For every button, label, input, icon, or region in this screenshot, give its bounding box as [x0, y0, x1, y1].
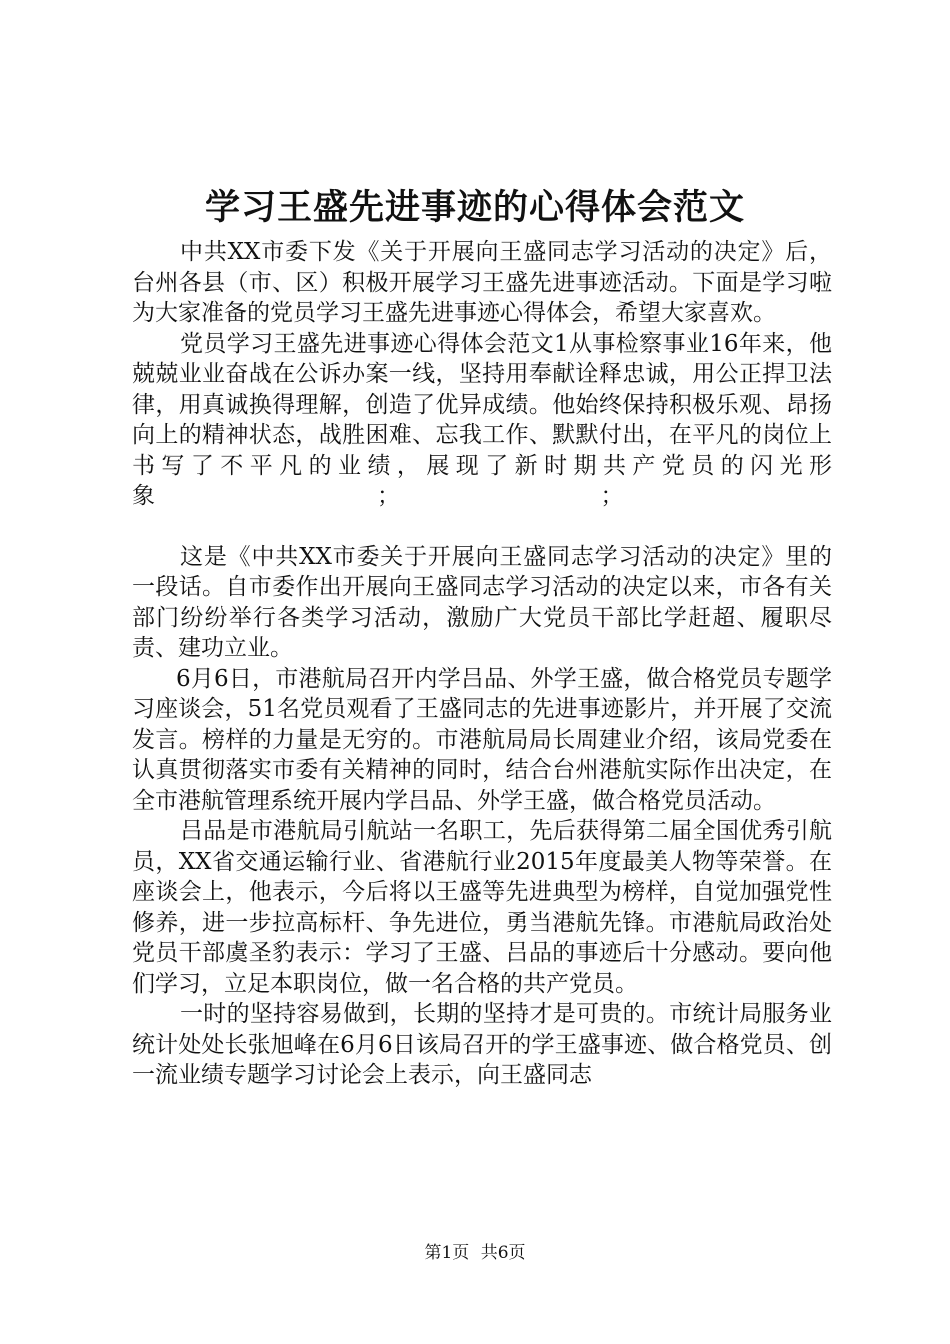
page-number: 第1页 [424, 1243, 470, 1263]
paragraph-june-6: 6月6日，市港航局召开内学吕品、外学王盛，做合格党员专题学习座谈会，51名党员观看了王盛同志的先进事迹影片，并开展了交流发言。榜样的力量是无穷的。市港航局局长周建业介绍，该局党委在认真贯彻落实市委有关精神的同时，结合台州港航实际作出决定，在全市港航管理系统开展内学吕品、外学王盛，做合格党员活动。 [132, 665, 832, 814]
separator-semicolon-1: ； [377, 483, 389, 509]
separator-semicolon-2: ； [600, 483, 624, 509]
blank-line [132, 512, 832, 542]
paragraph-sample-1 [132, 329, 832, 512]
paragraph-intro: 中共XX市委下发《关于开展向王盛同志学习活动的决定》后，台州各县（市、区）积极开展学习王盛先进事迹活动。下面是学习啦为大家准备的党员学习王盛先进事迹心得体会，希望大家喜欢。 [132, 239, 832, 326]
paragraph-persistence: 一时的坚持容易做到，长期的坚持才是可贵的。市统计局服务业统计处处长张旭峰在6月6日该局召开的学王盛事迹、做合格党员、创一流业绩专题学习讨论会上表示，向王盛同志 [132, 1001, 832, 1088]
document-title: 学习王盛先进事迹的心得体会范文 [204, 187, 745, 228]
paragraph-lv-pin: 吕品是市港航局引航站一名职工，先后获得第二届全国优秀引航员，XX省交通运输行业、省港航行业2015年度最美人物等荣誉。在座谈会上，他表示，今后将以王盛等先进典型为榜样，自觉加强党性修养，进一步拉高标杆、争先进位，勇当港航先锋。市港航局政治处党员干部虞圣豹表示：学习了王盛、吕品的事迹后十分感动。要向他们学习，立足本职岗位，做一名合格的共产党员。 [132, 818, 832, 997]
paragraph-sample-1-text: 党员学习王盛先进事迹心得体会范文1从事检察事业16年来，他兢兢业业奋战在公诉办案一线，坚持用奉献诠释忠诚，用公正捍卫法律，用真诚换得理解，创造了优异成绩。他始终保持积极乐观、昂扬向上的精神状态，战胜困难、忘我工作、默默付出，在平凡的岗位上书写了不平凡的业绩，展现了新时期共产党员的闪光形象 [132, 330, 832, 509]
document-body [132, 237, 832, 1091]
page-total: 共6页 [480, 1243, 526, 1263]
page-footer [0, 1241, 950, 1265]
paragraph-decision-quote: 这是《中共XX市委关于开展向王盛同志学习活动的决定》里的一段话。自市委作出开展向王盛同志学习活动的决定以来，市各有关部门纷纷举行各类学习活动，激励广大党员干部比学赶超、履职尽责、建功立业。 [132, 543, 832, 661]
